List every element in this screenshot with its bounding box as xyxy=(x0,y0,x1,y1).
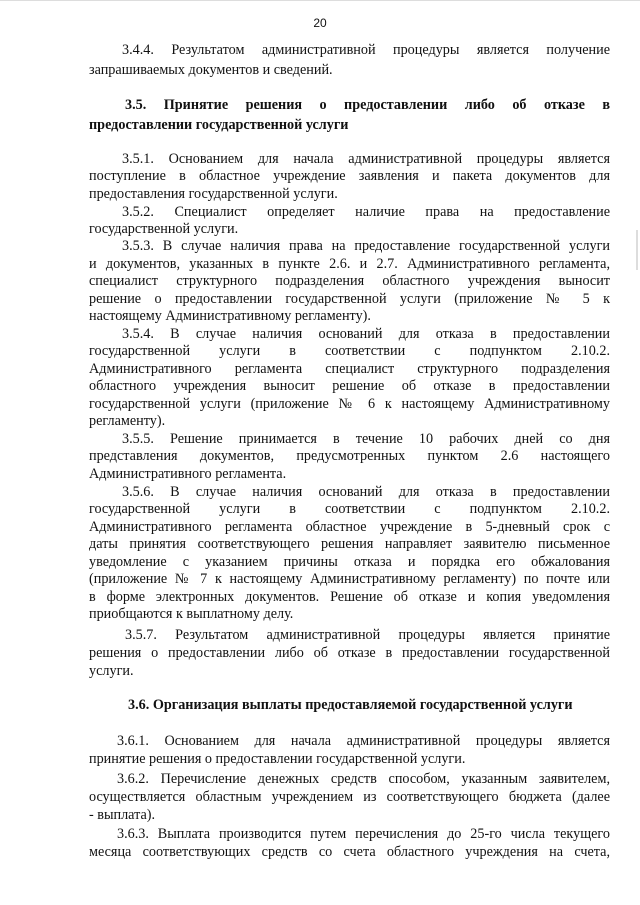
text-line: услуги. xyxy=(89,663,134,679)
text-line: приобщаются к выплатному делу. xyxy=(89,606,294,622)
text-line: 3.4.4. Результатом административной процедуры является получение xyxy=(122,42,610,58)
text-line: представления документов, предусмотренных пунктом 2.6 настоящего xyxy=(89,448,610,464)
text-line: запрашиваемых документов и сведений. xyxy=(89,62,333,78)
text-line: областного учреждения выносит решение об отказе в предоставлении xyxy=(89,378,610,394)
text-line: 3.5.7. Результатом административной процедуры является принятие xyxy=(125,627,610,643)
section-heading-line: 3.5. Принятие решения о предоставлении либо об отказе в xyxy=(125,97,610,113)
text-line: государственной услуги в соответствии с подпунктом 2.10.2. xyxy=(89,343,610,359)
page-number: 20 xyxy=(313,16,327,30)
text-line: специалист структурного подразделения областного учреждения выносит xyxy=(89,273,610,289)
text-line: 3.6.3. Выплата производится путем перечисления до 25-го числа текущего xyxy=(117,826,610,842)
text-line: месяца соответствующих средств со счета областного учреждения на счета, xyxy=(89,844,610,860)
text-line: принятие решения о предоставлении государственной услуги. xyxy=(89,751,466,767)
section-heading-line: 3.6. Организация выплаты предоставляемой государственной услуги xyxy=(128,697,573,713)
text-line: в форме электронных документов. Решение об отказе и копия уведомления xyxy=(89,589,610,605)
text-line: 3.6.2. Перечисление денежных средств способом, указанным заявителем, xyxy=(117,771,610,787)
section-heading-line: предоставлении государственной услуги xyxy=(89,117,349,133)
text-line: 3.5.1. Основанием для начала административной процедуры является xyxy=(122,151,610,167)
text-line: и документов, указанных в пункте 2.6. и 2.7. Административного регламента, xyxy=(89,256,610,272)
text-line: уведомление с указанием причины отказа и порядка его обжалования xyxy=(89,554,610,570)
text-line: 3.5.4. В случае наличия оснований для отказа в предоставлении xyxy=(122,326,610,342)
text-line: даты принятия соответствующего решения направляет заявителю письменное xyxy=(89,536,610,552)
text-line: Административного регламента. xyxy=(89,466,287,482)
text-line: 3.6.1. Основанием для начала административной процедуры является xyxy=(117,733,610,749)
text-line: 3.5.3. В случае наличия права на предоставление государственной услуги xyxy=(122,238,610,254)
text-line: - выплата). xyxy=(89,807,156,823)
text-line: Административного регламента специалист структурного подразделения xyxy=(89,361,610,377)
scan-artifact xyxy=(636,230,638,270)
text-line: решения о предоставлении либо об отказе в предоставлении государственной xyxy=(89,645,610,661)
text-line: поступление в областное учреждение заявления и пакета документов для xyxy=(89,168,610,184)
text-line: государственной услуги в соответствии с подпунктом 2.10.2. xyxy=(89,501,610,517)
text-line: 3.5.5. Решение принимается в течение 10 рабочих дней со дня xyxy=(122,431,610,447)
text-line: решение о предоставлении государственной услуги (приложение № 5 к xyxy=(89,291,610,307)
text-line: 3.5.6. В случае наличия оснований для отказа в предоставлении xyxy=(122,484,610,500)
text-line: 3.5.2. Специалист определяет наличие права на предоставление xyxy=(122,204,610,220)
text-line: (приложение № 7 к настоящему Административному регламенту) по почте или xyxy=(89,571,610,587)
text-line: настоящему Административному регламенту). xyxy=(89,308,371,324)
text-line: государственной услуги (приложение № 6 к настоящему Административному xyxy=(89,396,610,412)
text-line: государственной услуги. xyxy=(89,221,239,237)
text-line: регламенту). xyxy=(89,413,166,429)
text-line: Административного регламента областное учреждение в 5-дневный срок с xyxy=(89,519,610,535)
text-line: предоставления государственной услуги. xyxy=(89,186,338,202)
scan-artifact xyxy=(0,0,640,1)
text-line: осуществляется областным учреждением из соответствующего бюджета (далее xyxy=(89,789,610,805)
